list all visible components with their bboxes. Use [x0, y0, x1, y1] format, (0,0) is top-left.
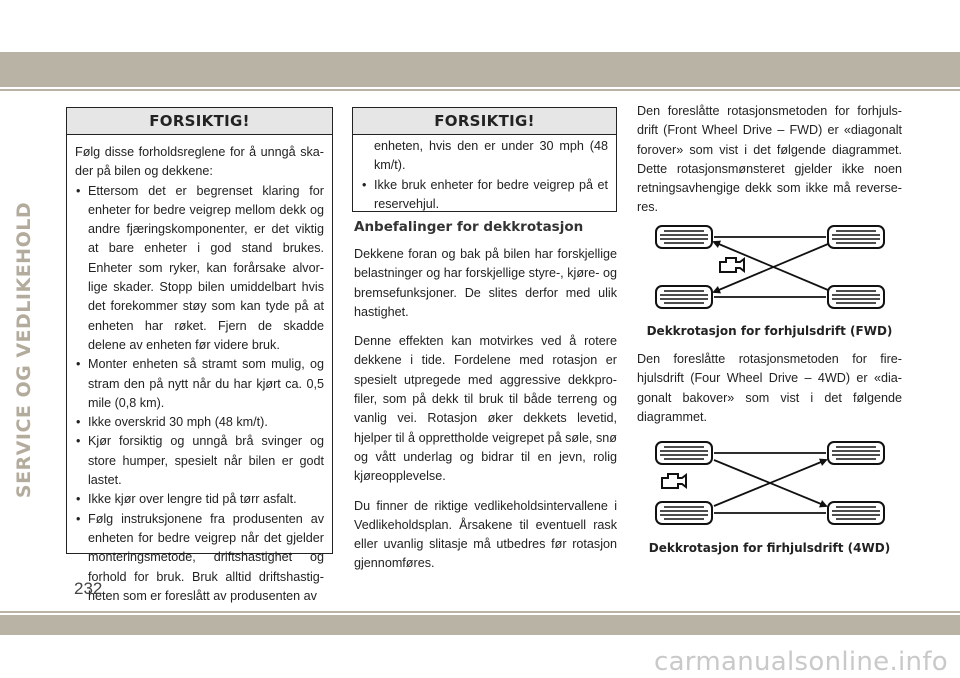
- arrow-icon: [714, 244, 828, 292]
- list-item: • Ettersom det er begrenset klaring for enheter for bedre veigrep mellom dekk og andre fjæringskomponenter, er det viktig at bare enheter i god stand brukes. Enheter som ryker, kan forårsake alvor-lige skader. Stopp bilen umiddelbart hvis det forekommer støy som kan tyde på at enheten har røket. Fjern de skadde delene av enheten før videre bruk.: [75, 182, 324, 356]
- awd-text: [637, 350, 902, 437]
- tire-icon: [656, 502, 712, 524]
- caution-box-2: [352, 107, 617, 212]
- fwd-text: [637, 102, 902, 228]
- paragraph: Denne effekten kan motvirkes ved å rotere dekkene i tide. Fordelene med rotasjon er spesielt utpregede med aggressive dekkpro-filer, som på dekk til bruk til både terreng og vanlig vei. Rotasjon øker dekkets levetid, hjelper til å opprettholde veigrepet på søle, snø og vått underlag og bidrar til en jevn, rolig kjøreopplevelse.: [354, 334, 617, 484]
- page-number: 232: [74, 579, 103, 598]
- rotation-text: [354, 245, 617, 584]
- tire-icon: [828, 442, 884, 464]
- caution-continuation: enheten, hvis den er under 30 mph (48 km/t).: [374, 139, 608, 173]
- caution-box-1-title: FORSIKTIG!: [67, 108, 332, 135]
- arrow-icon: [714, 242, 828, 290]
- engine-icon: [720, 258, 744, 272]
- caution-box-1-body: [67, 135, 332, 606]
- engine-icon: [662, 474, 686, 488]
- bottom-band-line: [0, 611, 960, 613]
- tire-icon: [828, 226, 884, 248]
- paragraph: Dekkene foran og bak på bilen har forskjellige belastninger og har forskjellige styre-, kjøre- og bremsefunksjoner. De slites derfor med ulik hastighet.: [354, 247, 617, 319]
- awd-rotation-diagram: [652, 438, 888, 530]
- list-item: • Ikke bruk enheter for bedre veigrep på et reservehjul.: [361, 176, 608, 215]
- list-item: • Ikke overskrid 30 mph (48 km/t).: [75, 413, 324, 432]
- list-item: • Følg instruksjonene fra produsenten av enheten for bedre veigrep når det gjelder monteringsmetode, driftshastighet og forhold for bruk. Bruk alltid driftshastig-heten som er foreslått av produsenten av: [75, 510, 324, 606]
- list-item: • Kjør forsiktig og unngå brå svinger og store humper, spesielt når bilen er godt lastet.: [75, 432, 324, 490]
- section-heading: Anbefalinger for dekkrotasjon: [354, 219, 584, 235]
- tire-icon: [656, 286, 712, 308]
- awd-caption: Dekkrotasjon for firhjulsdrift (4WD): [648, 541, 891, 555]
- caution-box-2-title: FORSIKTIG!: [353, 108, 616, 135]
- caution-box-2-body: [353, 135, 616, 214]
- bottom-band: [0, 615, 960, 635]
- list-item: • Monter enheten så stramt som mulig, og stram den på nytt når du har kjørt ca. 0,5 mile (0,8 km).: [75, 355, 324, 413]
- tire-icon: [828, 286, 884, 308]
- paragraph: Den foreslåtte rotasjonsmetoden for fire-hjulsdrift (Four Wheel Drive – 4WD) er «dia-gonalt bakover» som vist i det følgende diagrammet.: [637, 352, 902, 424]
- caution-intro: Følg disse forholdsreglene for å unngå ska-der på bilen og dekkene:: [75, 145, 324, 179]
- list-item: • Ikke kjør over lengre tid på tørr asfalt.: [75, 490, 324, 509]
- tire-icon: [828, 502, 884, 524]
- fwd-rotation-diagram: [652, 222, 888, 314]
- tire-icon: [656, 226, 712, 248]
- fwd-caption: Dekkrotasjon for forhjulsdrift (FWD): [646, 324, 893, 338]
- paragraph: Den foreslåtte rotasjonsmetoden for forhjuls-drift (Front Wheel Drive – FWD) er «diagonalt forover» som vist i det følgende diagrammet. Dette rotasjonsmønsteret gjelder ikke noen retningsavhengige dekk som ikke må reverse-res.: [637, 104, 902, 215]
- top-band: [0, 52, 960, 87]
- paragraph: Du finner de riktige vedlikeholdsintervallene i Vedlikeholdsplan. Årsakene til eventuell rask eller uvanlig slitasje må utbedres før rotasjon gjennomføres.: [354, 498, 617, 571]
- tire-icon: [656, 442, 712, 464]
- watermark[interactable]: carmanualsonline.info: [653, 647, 948, 677]
- caution-list-2: [361, 176, 608, 215]
- top-band-line: [0, 89, 960, 91]
- caution-list-1: [75, 182, 324, 607]
